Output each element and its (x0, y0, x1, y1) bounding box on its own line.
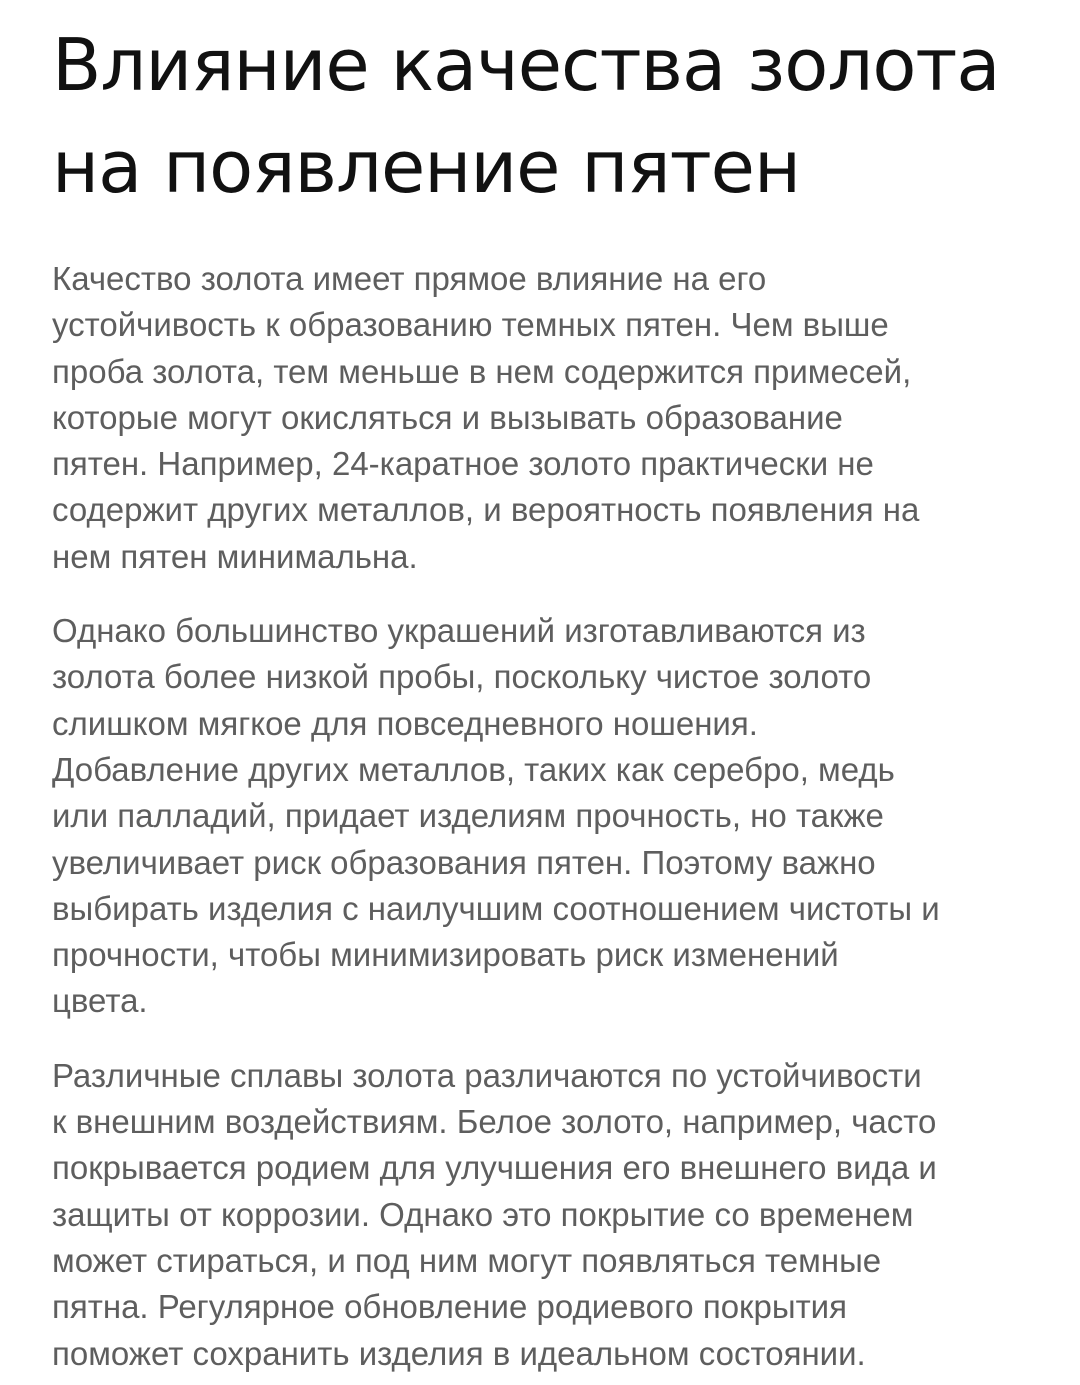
paragraph-line: к внешним воздействиям. Белое золото, например, часто (52, 1103, 937, 1141)
paragraph-line: защиты от коррозии. Однако это покрытие со временем (52, 1195, 914, 1233)
paragraph-line: поможет сохранить изделия в идеальном состоянии. (52, 1334, 866, 1372)
paragraph-line: устойчивость к образованию темных пятен. Чем выше (52, 306, 889, 344)
paragraph-line: прочности, чтобы минимизировать риск изменений (52, 936, 839, 974)
title-line: на появление пятен (52, 125, 801, 209)
paragraph-line: Различные сплавы золота различаются по устойчивости (52, 1056, 922, 1094)
paragraph-line: которые могут окисляться и вызывать образование (52, 398, 843, 436)
paragraph-line: содержит других металлов, и вероятность появления на (52, 491, 920, 529)
paragraph-line: Однако большинство украшений изготавливаются из (52, 612, 866, 650)
paragraph-line: проба золота, тем меньше в нем содержится примесей, (52, 352, 912, 390)
article (52, 0, 1042, 1377)
paragraph-line: пятен. Например, 24-каратное золото практически не (52, 445, 874, 483)
paragraph-low-purity-jewelry (52, 608, 1042, 1025)
paragraph-line: цвета. (52, 982, 148, 1020)
title-line: Влияние качества золота (52, 23, 1000, 107)
paragraph-line: может стираться, и под ним могут появляться темные (52, 1241, 882, 1279)
paragraph-gold-alloys (52, 1053, 1042, 1377)
paragraph-line: Добавление других металлов, таких как серебро, медь (52, 750, 895, 788)
paragraph-line: нем пятен минимальна. (52, 537, 418, 575)
paragraph-line: выбирать изделия с наилучшим соотношением чистоты и (52, 889, 940, 927)
paragraph-line: Качество золота имеет прямое влияние на его (52, 260, 767, 297)
paragraph-line: золота более низкой пробы, поскольку чистое золото (52, 658, 872, 696)
paragraph-line: пятна. Регулярное обновление родиевого покрытия (52, 1288, 847, 1326)
paragraph-line: увеличивает риск образования пятен. Поэтому важно (52, 843, 876, 881)
paragraph-line: или палладий, придает изделиям прочность, но также (52, 797, 884, 835)
paragraph-line: слишком мягкое для повседневного ношения. (52, 704, 758, 742)
article-title (52, 0, 1042, 218)
paragraph-line: покрывается родием для улучшения его внешнего вида и (52, 1149, 937, 1187)
paragraph-gold-quality (52, 256, 1042, 580)
